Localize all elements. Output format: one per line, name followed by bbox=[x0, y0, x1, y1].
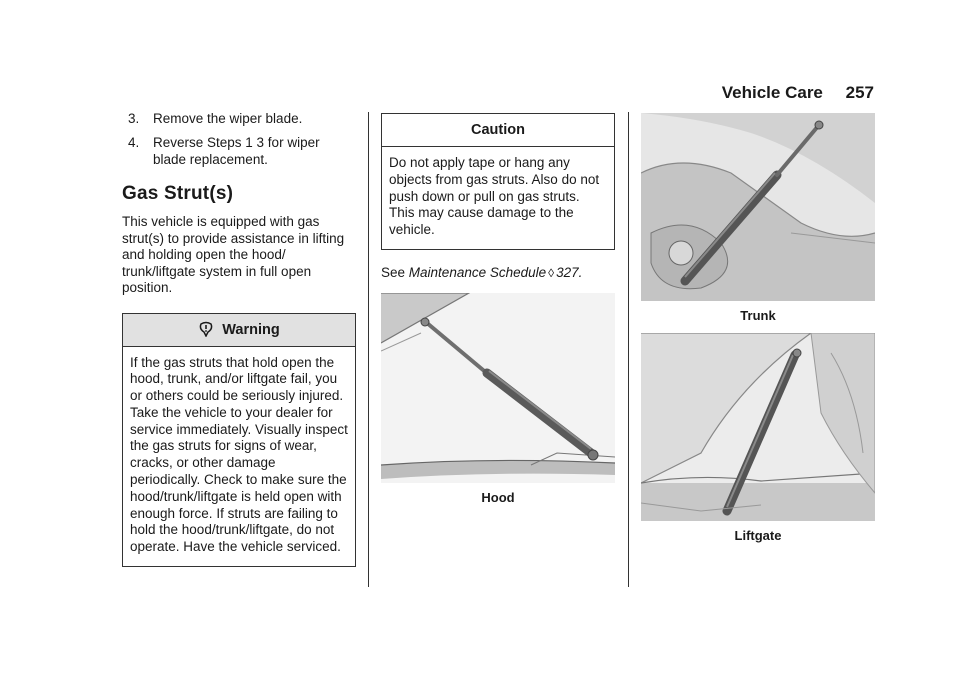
caution-text: Do not apply tape or hang any objects from gas struts. Also do not push down or pull on gas struts. This may cause damage to the vehicle. bbox=[389, 155, 600, 238]
chapter-title: Vehicle Care bbox=[721, 83, 823, 102]
warning-icon bbox=[198, 321, 214, 337]
section-intro: This vehicle is equipped with gas strut(s) to provide assistance in lifting and holding open the hood/ trunk/liftgate system in full open position. bbox=[122, 214, 345, 295]
warning-text: If the gas struts that hold open the hood, trunk, and/or liftgate fail, you or others could be seriously injured. Take the vehicle to your dealer for service immediately. Visually inspect the gas struts for signs of wear, cracks, or other damage periodically. Check to make sure the hood/trunk/liftgate is held open with enough force. If struts are failing to hold the hood/trunk/liftgate, do not operate. Have the vehicle serviced. bbox=[130, 354, 348, 555]
caution-box bbox=[381, 113, 615, 250]
column-middle bbox=[381, 113, 615, 505]
column-divider-1 bbox=[368, 112, 369, 587]
warning-header bbox=[123, 314, 355, 347]
step-text: Remove the wiper blade. bbox=[153, 111, 303, 126]
page-header bbox=[722, 83, 874, 103]
hood-caption: Hood bbox=[481, 489, 515, 505]
step-item bbox=[122, 110, 356, 127]
see-prefix: See bbox=[381, 264, 406, 280]
see-link[interactable]: Maintenance Schedule bbox=[408, 264, 547, 280]
caution-header: Caution bbox=[382, 114, 614, 147]
liftgate-figure bbox=[641, 333, 875, 521]
column-right bbox=[641, 113, 875, 543]
step-number: 4. bbox=[128, 135, 140, 150]
warning-title: Warning bbox=[222, 321, 280, 338]
step-number: 3. bbox=[128, 111, 140, 126]
see-page[interactable]: 327. bbox=[556, 264, 583, 280]
step-item bbox=[122, 134, 356, 168]
step-text: Reverse Steps 1 3 for wiper blade replacement. bbox=[153, 135, 320, 167]
page-number: 257 bbox=[845, 83, 874, 102]
column-divider-2 bbox=[628, 112, 629, 587]
warning-box bbox=[122, 313, 356, 568]
hood-figure bbox=[381, 293, 615, 483]
section-heading: Gas Strut(s) bbox=[122, 183, 234, 204]
trunk-figure bbox=[641, 113, 875, 301]
page-ref-icon: ◊ bbox=[548, 265, 555, 280]
column-left bbox=[122, 110, 356, 567]
trunk-caption: Trunk bbox=[740, 308, 776, 323]
liftgate-caption: Liftgate bbox=[734, 528, 782, 543]
see-also bbox=[381, 264, 615, 282]
